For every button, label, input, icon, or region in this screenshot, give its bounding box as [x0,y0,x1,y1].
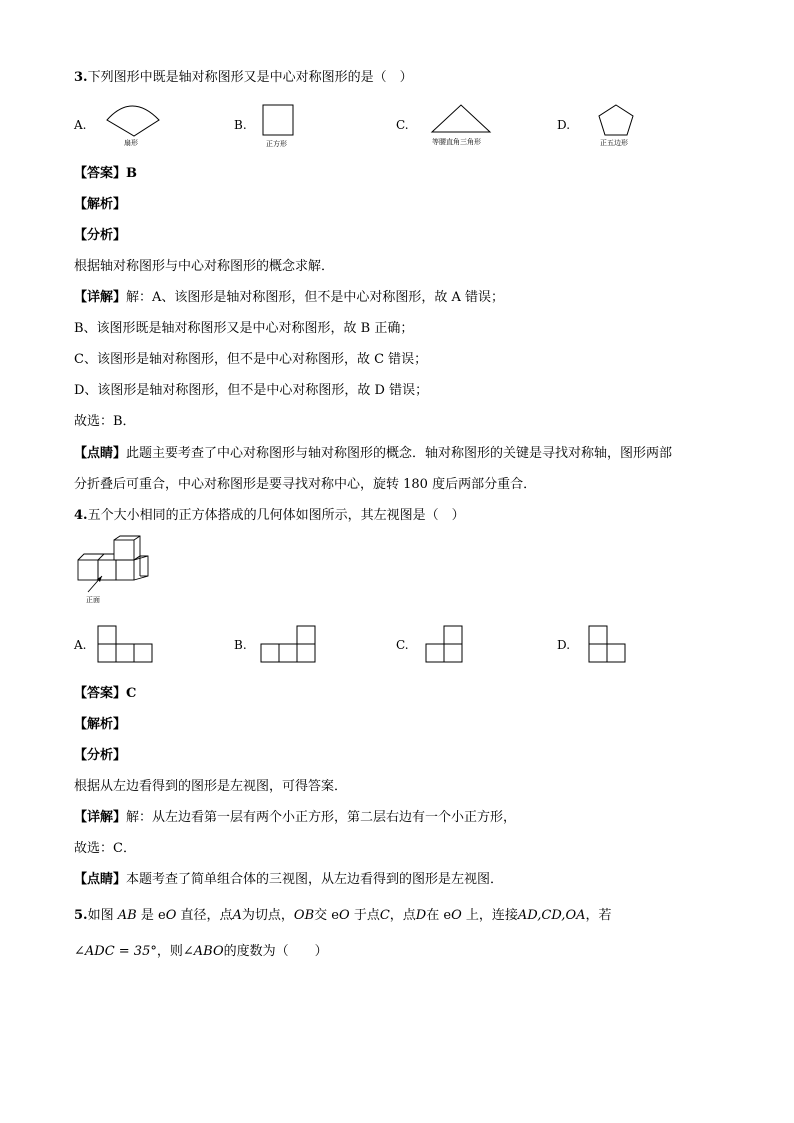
q3-fenxi-tag: 【分析】 [74,228,127,243]
q3-option-c-label: C. [396,118,409,132]
q3-option-a-label: A. [74,118,87,132]
q5-text-3: 直径，点 [180,908,233,923]
q5-circle-symbol-3: e [443,908,452,923]
q5-point-o-2: O [339,908,350,923]
q3-answer-value: B [126,166,138,181]
q3-xiangjie-line-5: 故选：B． [74,414,136,429]
q3-answer [74,162,137,181]
q5-number: 5. [74,908,88,923]
q3-xiangjie-text-1: 解：A、该图形是轴对称图形，但不是中心对称图形，故 A 错误； [126,290,505,305]
q5-text-1: 如图 [87,908,114,923]
q4-answer [74,682,136,701]
sector-figure [104,102,164,136]
q3-option-b-label: B. [234,118,247,132]
q3-dianjing-tag: 【点睛】 [74,446,127,461]
regular-pentagon-figure [598,104,634,136]
option-c-view-figure [425,625,465,663]
q5-text-6: 于点 [353,908,380,923]
q5-text-5: 交 [314,908,328,923]
q4-dianjing-tag: 【点睛】 [74,872,127,887]
q4-fenxi-tag: 【分析】 [74,748,127,763]
square-figure [262,104,294,136]
q3-xiangjie-tag: 【详解】 [74,290,127,305]
q3-xiangjie-line-2: B、该图形既是轴对称图形又是中心对称图形，故 B 正确； [74,321,414,336]
q5-angle-abo: ∠ABO [182,944,224,959]
q5-point-o-1: O [165,908,177,923]
q5-angle-adc: ∠ADC = 35° [74,944,157,959]
q4-number: 4. [74,508,88,523]
q4-choose: 故选：C． [74,841,136,856]
q4-xiangjie-tag: 【详解】 [74,810,127,825]
q4-stem-text: 五个大小相同的正方体搭成的几何体如图所示，其左视图是（ ） [87,508,465,523]
q3-option-b-caption: 正方形 [266,140,287,148]
q3-xiangjie-line-3: C、该图形是轴对称图形，但不是中心对称图形，故 C 错误； [74,352,428,367]
q5-segment-ob: OB [293,908,315,923]
q4-option-a-label: A. [74,638,87,652]
q3-fenxi-text: 根据轴对称图形与中心对称图形的概念求解． [74,259,335,274]
q5-text-2: 是 [140,908,154,923]
q5-segment-ab: AB [117,908,137,923]
q5-text-7: ，点 [389,908,416,923]
q3-number: 3. [74,70,88,85]
q4-option-b-label: B. [234,638,247,652]
q4-figure-caption: 正面 [86,596,100,604]
q4-answer-tag: 【答案】 [74,686,127,701]
q5-text-8: 在 [426,908,440,923]
q5-segments: AD,CD,OA [517,908,586,923]
q3-stem [74,66,413,85]
q4-option-d-label: D. [557,638,571,652]
q3-stem-text: 下列图形中既是轴对称图形又是中心对称图形的是（ ） [87,70,413,85]
q5-stem-line-2 [74,940,328,959]
option-b-view-figure [260,625,318,663]
q5-point-d: D [415,908,427,923]
q3-dianjing-line-1 [74,442,672,461]
q3-xiangjie-line-4: D、该图形是轴对称图形，但不是中心对称图形，故 D 错误； [74,383,429,398]
q4-fenxi-text: 根据从左边看得到的图形是左视图，可得答案． [74,779,348,794]
q3-dianjing-text-1: 此题主要考查了中心对称图形与轴对称图形的概念．轴对称图形的关键是寻找对称轴，图形两部 [126,446,673,461]
q5-point-c: C [379,908,390,923]
q3-option-a-caption: 扇形 [124,139,138,147]
option-a-view-figure [97,625,155,663]
q3-answer-tag: 【答案】 [74,166,127,181]
q4-xiangjie-line [74,806,516,825]
q3-option-d-label: D. [557,118,571,132]
q3-option-c-caption: 等腰直角三角形 [432,138,481,146]
q5-text-11: ，则 [156,944,183,959]
option-d-view-figure [588,625,628,663]
q4-dianjing-text: 本题考查了简单组合体的三视图，从左边看得到的图形是左视图． [126,872,504,887]
isosceles-right-triangle-figure [431,104,491,134]
q5-text-10: ，若 [585,908,612,923]
q3-option-d-caption: 正五边形 [600,139,628,147]
q4-stem [74,504,465,523]
q5-text-4: 为切点， [241,908,294,923]
q4-dianjing-line [74,868,503,887]
q5-stem-line-1 [74,904,612,923]
q4-option-c-label: C. [396,638,409,652]
q5-point-o-3: O [451,908,462,923]
q4-answer-value: C [126,686,137,701]
q5-point-a: A [232,908,242,923]
q5-text-9: 上，连接 [465,908,518,923]
q5-circle-symbol-1: e [157,908,166,923]
q4-analysis-tag: 【解析】 [74,717,127,732]
q3-dianjing-line-2: 分折叠后可重合，中心对称图形是要寻找对称中心，旋转 180 度后两部分重合． [74,477,537,492]
cube-stack-figure [76,536,156,606]
q5-circle-symbol-2: e [331,908,339,923]
q3-xiangjie-line-1 [74,286,504,305]
q4-xiangjie-text: 解：从左边看第一层有两个小正方形，第二层右边有一个小正方形， [126,810,517,825]
q3-analysis-tag: 【解析】 [74,197,127,212]
q5-text-12: 的度数为（ ） [223,944,328,959]
